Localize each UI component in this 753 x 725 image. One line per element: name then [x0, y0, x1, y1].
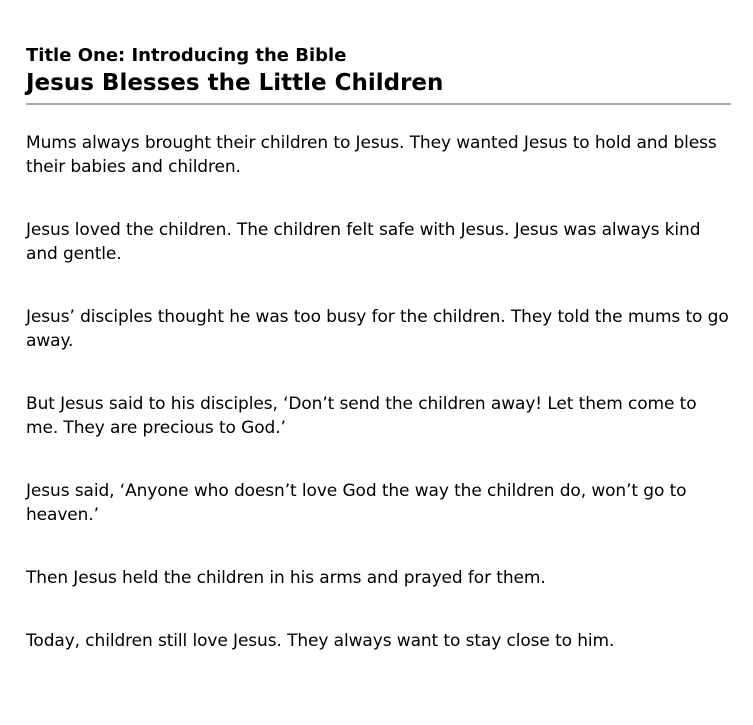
- paragraph-7: Today, children still love Jesus. They always want to stay close to him.: [26, 631, 615, 651]
- paragraph-6: Then Jesus held the children in his arms and prayed for them.: [26, 568, 546, 588]
- paragraph-2: Jesus loved the children. The children felt safe with Jesus. Jesus was always kind and gentle.: [26, 220, 701, 264]
- title-divider: [26, 103, 731, 105]
- paragraph-4: But Jesus said to his disciples, ‘Don’t send the children away! Let them come to me. They are precious to God.’: [26, 394, 697, 438]
- paragraph-3: Jesus’ disciples thought he was too busy for the children. They told the mums to go away.: [26, 307, 729, 351]
- series-title: Title One: Introducing the Bible: [26, 45, 347, 66]
- paragraph-1: Mums always brought their children to Jesus. They wanted Jesus to hold and bless their babies and children.: [26, 133, 717, 177]
- document-page: [26, 44, 731, 692]
- paragraph-5: Jesus said, ‘Anyone who doesn’t love God the way the children do, won’t go to heaven.’: [26, 481, 687, 525]
- story-title: Jesus Blesses the Little Children: [26, 70, 444, 96]
